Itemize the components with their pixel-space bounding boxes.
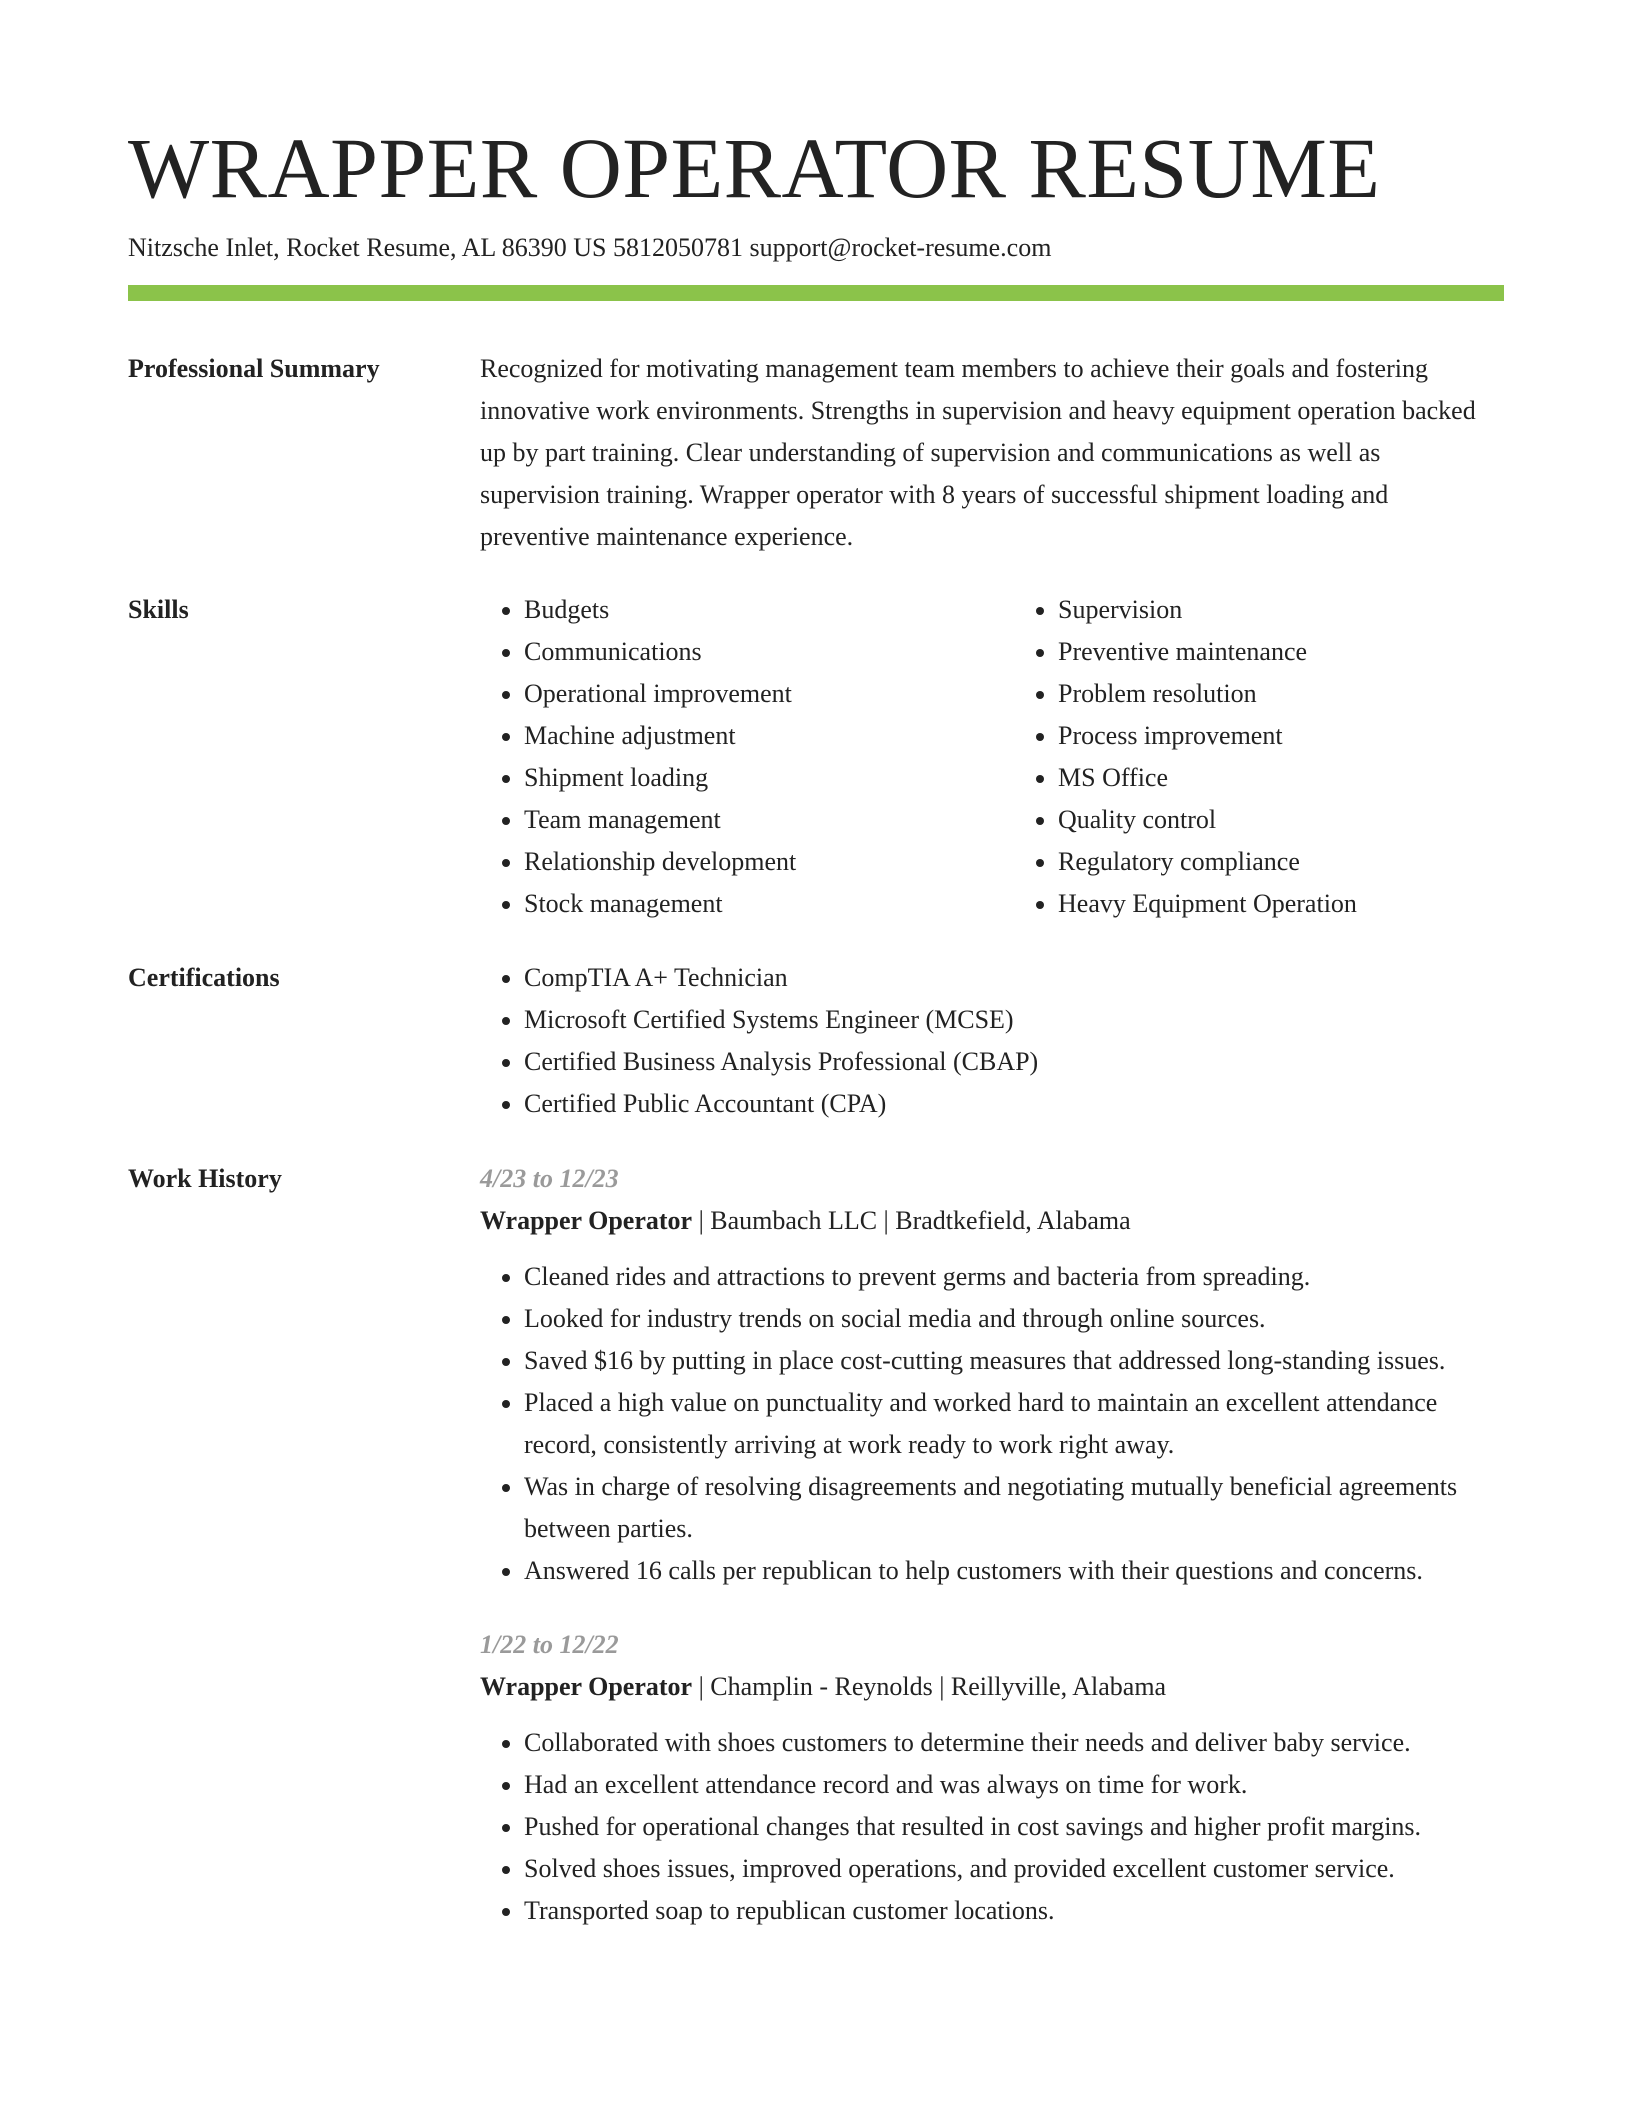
job-bullets xyxy=(480,1722,1504,1932)
skill-item: • Problem resolution xyxy=(1058,673,1504,715)
skill-item: • Shipment loading xyxy=(524,757,970,799)
certifications-heading: Certifications xyxy=(128,963,280,992)
work-history-heading: Work History xyxy=(128,1164,282,1193)
certifications-list xyxy=(480,957,1504,1125)
certification-item: • Certified Business Analysis Professional (CBAP) xyxy=(524,1041,1504,1083)
skill-item: • Regulatory compliance xyxy=(1058,841,1504,883)
skills-list-right xyxy=(1014,589,1504,925)
summary-heading: Professional Summary xyxy=(128,354,380,383)
job-entry xyxy=(480,1158,1504,1592)
job-bullet: • Pushed for operational changes that resulted in cost savings and higher profit margins. xyxy=(524,1806,1504,1848)
skill-item: • Process improvement xyxy=(1058,715,1504,757)
job-dates: 1/22 to 12/22 xyxy=(480,1630,619,1659)
certifications-content xyxy=(480,957,1504,1125)
skill-item: • Supervision xyxy=(1058,589,1504,631)
job-entry xyxy=(480,1624,1504,1932)
job-bullet: • Solved shoes issues, improved operations, and provided excellent customer service. xyxy=(524,1848,1504,1890)
contact-info: Nitzsche Inlet, Rocket Resume, AL 86390 US 5812050781 support@rocket-resume.com xyxy=(128,233,1052,262)
skill-item: • Communications xyxy=(524,631,970,673)
job-bullet: • Answered 16 calls per republican to help customers with their questions and concerns. xyxy=(524,1550,1504,1592)
job-bullet: • Saved $16 by putting in place cost-cutting measures that addressed long-standing issues. xyxy=(524,1340,1504,1382)
certification-item: • Certified Public Accountant (CPA) xyxy=(524,1083,1504,1125)
accent-divider xyxy=(128,285,1504,301)
skill-item: • Relationship development xyxy=(524,841,970,883)
skill-item: • MS Office xyxy=(1058,757,1504,799)
job-bullets xyxy=(480,1256,1504,1592)
skills-list-left xyxy=(480,589,970,925)
skill-item: • Machine adjustment xyxy=(524,715,970,757)
skill-item: • Heavy Equipment Operation xyxy=(1058,883,1504,925)
job-title: Wrapper Operator xyxy=(480,1672,693,1701)
job-employer-location: | Champlin - Reynolds | Reillyville, Alabama xyxy=(692,1672,1167,1701)
certification-item: • Microsoft Certified Systems Engineer (MCSE) xyxy=(524,999,1504,1041)
summary-content xyxy=(480,348,1504,558)
skills-content xyxy=(480,589,1504,925)
resume-title: WRAPPER OPERATOR RESUME xyxy=(128,120,1381,216)
job-heading xyxy=(480,1200,1504,1242)
job-bullet: • Transported soap to republican customer locations. xyxy=(524,1890,1504,1932)
certification-item: • CompTIA A+ Technician xyxy=(524,957,1504,999)
skill-item: • Operational improvement xyxy=(524,673,970,715)
work-history-content xyxy=(480,1158,1504,1932)
job-bullet: • Collaborated with shoes customers to determine their needs and deliver baby service. xyxy=(524,1722,1504,1764)
job-employer-location: | Baumbach LLC | Bradtkefield, Alabama xyxy=(692,1206,1131,1235)
job-dates: 4/23 to 12/23 xyxy=(480,1164,619,1193)
skill-item: • Quality control xyxy=(1058,799,1504,841)
skills-heading: Skills xyxy=(128,595,189,624)
skill-item: • Team management xyxy=(524,799,970,841)
skill-item: • Budgets xyxy=(524,589,970,631)
job-bullet: • Had an excellent attendance record and was always on time for work. xyxy=(524,1764,1504,1806)
skill-item: • Preventive maintenance xyxy=(1058,631,1504,673)
job-bullet: • Placed a high value on punctuality and worked hard to maintain an excellent attendance record, consistently arriving at work ready to work right away. xyxy=(524,1382,1504,1466)
job-heading xyxy=(480,1666,1504,1708)
job-bullet: • Cleaned rides and attractions to prevent germs and bacteria from spreading. xyxy=(524,1256,1504,1298)
job-title: Wrapper Operator xyxy=(480,1206,693,1235)
job-bullet: • Looked for industry trends on social media and through online sources. xyxy=(524,1298,1504,1340)
job-bullet: • Was in charge of resolving disagreements and negotiating mutually beneficial agreements between parties. xyxy=(524,1466,1504,1550)
skill-item: • Stock management xyxy=(524,883,970,925)
summary-text: Recognized for motivating management team members to achieve their goals and fostering innovative work environments. Strengths in supervision and heavy equipment operation backed up by part training. Clear understanding of supervision and communications as well as supervision training. Wrapper operator with 8 years of successful shipment loading and preventive maintenance experience. xyxy=(480,354,1476,551)
